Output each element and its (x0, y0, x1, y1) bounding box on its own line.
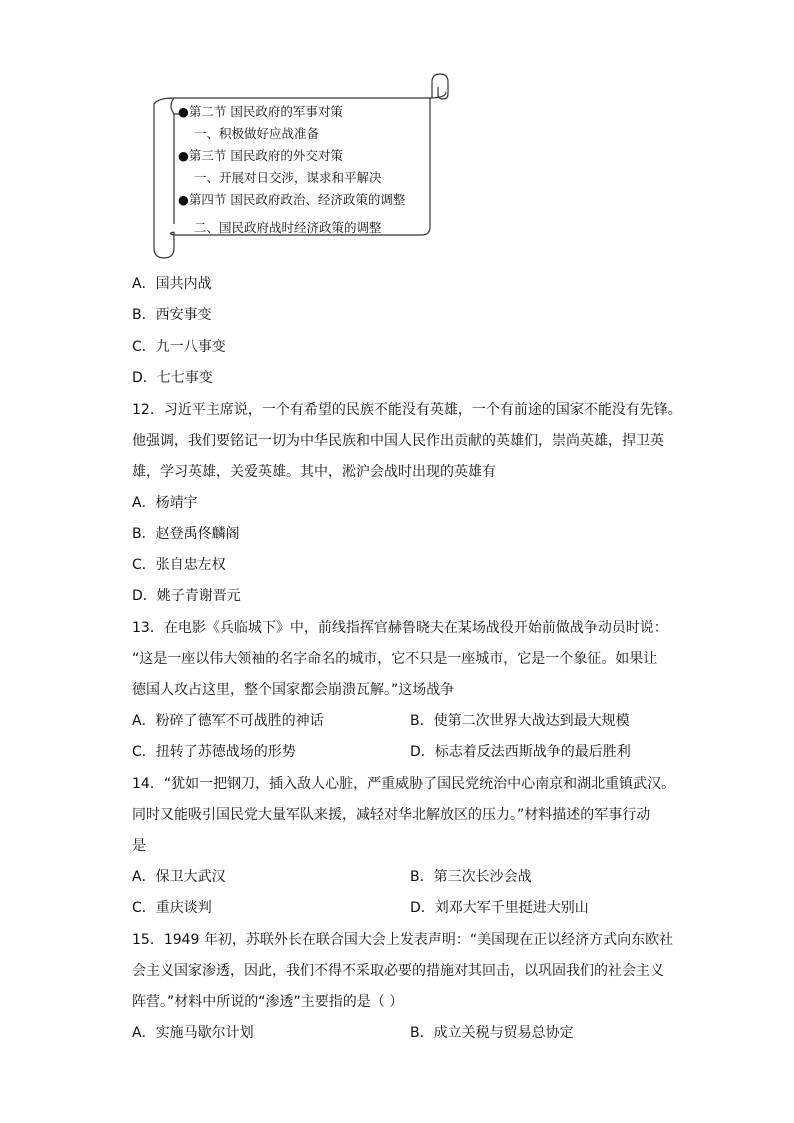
q15-stem-line-2: 会主义国家渗透，因此，我们不得不采取必要的措施对其回击，以巩固我们的社会主义 (132, 963, 664, 979)
q14-stem-line-2: 同时又能吸引国民党大量军队来援，减轻对华北解放区的压力。”材料描述的军事行动 (132, 807, 651, 823)
q15-stem-line-1: 15．1949 年初，苏联外长在联合国大会上发表声明：“美国现在正以经济方式向东欧社 (132, 932, 674, 948)
scroll-line-5: ●第四节 国民政府政治、经济政策的调整 (178, 192, 406, 207)
q13-option-a: A．粉碎了德军不可战胜的神话 (132, 713, 324, 729)
q12-stem-line-1: 12．习近平主席说，一个有希望的民族不能没有英雄，一个有前途的国家不能没有先锋。 (132, 402, 682, 418)
q15-option-a: A．实施马歇尔计划 (132, 1025, 254, 1041)
q13-option-d: D．标志着反法西斯战争的最后胜利 (410, 744, 631, 760)
q14-option-c: C．重庆谈判 (132, 900, 212, 916)
q11-option-a: A．国共内战 (132, 276, 212, 292)
scroll-line-4: 一、开展对日交涉，谋求和平解决 (194, 170, 382, 185)
q13-stem-line-1: 13．在电影《兵临城下》中，前线指挥官赫鲁晓夫在某场战役开始前做战争动员时说： (132, 620, 668, 636)
q12-option-c: C．张自忠左权 (132, 557, 226, 573)
scroll-diagram (150, 72, 452, 260)
q15-stem-line-3: 阵营。”材料中所说的“渗透”主要指的是（ ） (132, 994, 404, 1010)
q15-option-b: B．成立关税与贸易总协定 (410, 1025, 574, 1041)
q14-option-b: B．第三次长沙会战 (410, 869, 532, 885)
q12-stem-line-2: 他强调，我们要铭记一切为中华民族和中国人民作出贡献的英雄们，崇尚英雄，捍卫英 (132, 433, 664, 449)
q13-stem-line-3: 德国人攻占这里，整个国家都会崩溃瓦解。”这场战争 (132, 682, 455, 698)
q11-option-d: D．七七事变 (132, 370, 213, 386)
q13-option-b: B．使第二次世界大战达到最大规模 (410, 713, 630, 729)
q14-stem-line-1: 14．“犹如一把钢刀，插入敌人心脏，严重威胁了国民党统治中心南京和湖北重镇武汉。 (132, 776, 676, 792)
q11-option-c: C．九一八事变 (132, 339, 226, 355)
q13-option-c: C．扭转了苏德战场的形势 (132, 744, 296, 760)
q12-option-a: A．杨靖宇 (132, 495, 198, 511)
scroll-line-6: 二、国民政府战时经济政策的调整 (194, 220, 382, 235)
q13-stem-line-2: “这是一座以伟大领袖的名字命名的城市，它不只是一座城市，它是一个象征。如果让 (132, 651, 658, 667)
q14-stem-line-3: 是 (132, 838, 146, 854)
q14-option-a: A．保卫大武汉 (132, 869, 226, 885)
q14-option-d: D．刘邓大军千里挺进大别山 (410, 900, 589, 916)
scroll-line-2: 一、积极做好应战准备 (194, 126, 320, 141)
scroll-line-3: ●第三节 国民政府的外交对策 (178, 148, 343, 163)
q12-stem-line-3: 雄，学习英雄，关爱英雄。其中，淞沪会战时出现的英雄有 (132, 464, 496, 480)
scroll-line-1: ●第二节 国民政府的军事对策 (178, 104, 343, 119)
q12-option-b: B．赵登禹佟麟阁 (132, 526, 240, 542)
q11-option-b: B．西安事变 (132, 307, 212, 323)
q12-option-d: D．姚子青谢晋元 (132, 588, 241, 604)
